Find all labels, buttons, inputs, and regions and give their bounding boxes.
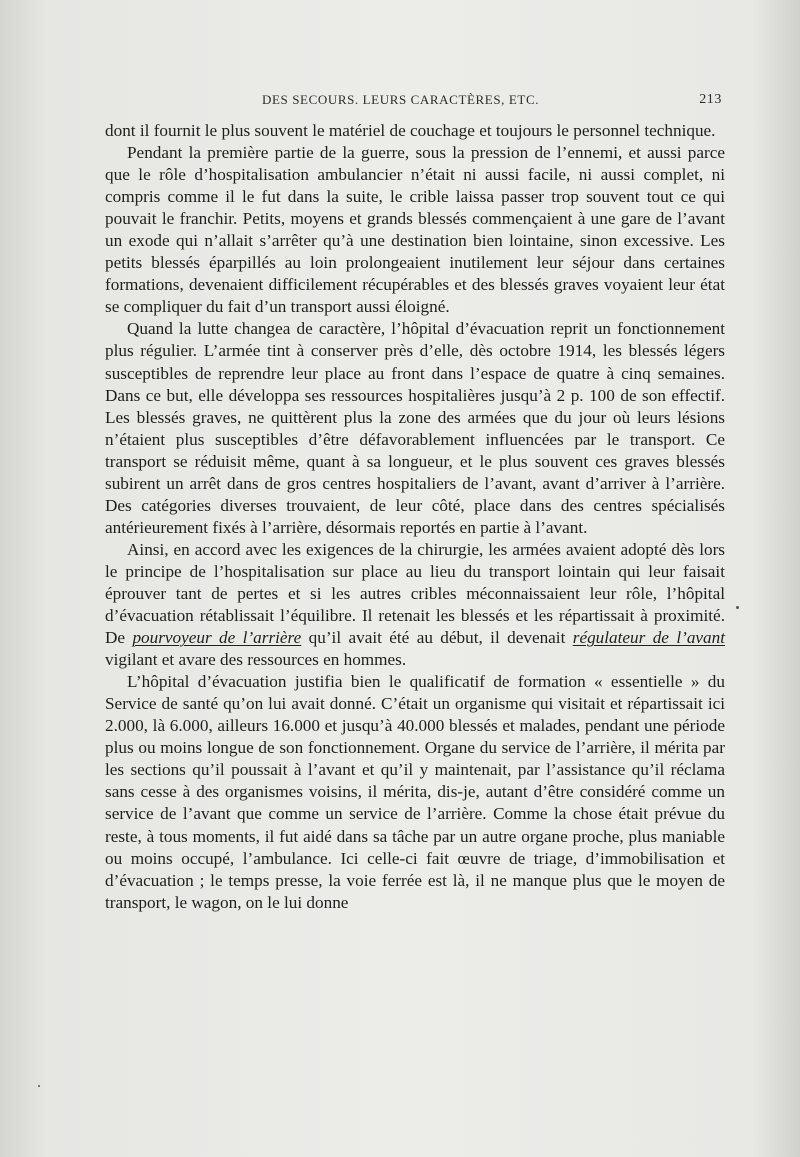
running-title: DES SECOURS. LEURS CARACTÈRES, ETC. [262, 92, 540, 107]
paragraph-3: Quand la lutte changea de caractère, l’hôpital d’évacuation reprit un fonctionnement plus régulier. L’armée tint à conserver près d’elle, dès octobre 1914, les blessés légers susceptibles de reprendre leur place au front dans l’espace de quatre à cinq semaines. Dans ce but, elle développa ses ressources hospitalières jusqu’à 2 p. 100 de son effectif. Les blessés graves, ne quittèrent plus la zone des armées que du jour où leurs lésions n’étaient plus susceptibles d’être défavorablement influencées par le transport. Ce transport se réduisit même, quant à sa longueur, et le plus souvent ces graves blessés subirent un arrêt dans de gros centres hospitaliers de l’avant, avant d’arriver à l’arrière. Des catégories diverses trouvaient, de leur côté, place dans des centres spécialisés antérieurement fixés à l’arrière, désormais reportés en partie à l’avant. [105, 319, 725, 537]
page-number: 213 [699, 92, 722, 107]
page-header [262, 92, 722, 112]
emphasis-regulateur: régulateur de l’avant [572, 628, 726, 648]
paragraph-4-text-a: Ainsi, en accord avec les exigences de la chirurgie, les armées avaient adopté dès lors le principe de l’hospitalisation sur place au lieu du transport lointain qui leur faisait éprouver tant de pertes et si les autres cribles méconnaissaient leur rôle, l’hôpital d’évacuation rétablissait l’équilibre. Il retenait les blessés et les répartissait à proximité. De [105, 539, 725, 648]
emphasis-pourvoyeur: pourvoyeur de l’arrière [132, 628, 302, 648]
paragraph-4-text-b: qu’il avait été au début, il devenait [301, 628, 573, 648]
body-text [105, 120, 725, 914]
paragraph-4-text-c: vigilant et avare des ressources en hommes. [105, 650, 407, 670]
paragraph-2: Pendant la première partie de la guerre, sous la pression de l’ennemi, et aussi parce que le rôle d’hospitalisation ambulancier n’était ni aussi facile, ni aussi complet, ni compris comme il le fut dans la suite, le crible laissa passer trop souvent tout ce qui pouvait le franchir. Petits, moyens et grands blessés commençaient à une gare de l’avant un exode qui n’allait s’arrêter qu’à une destination bien lointaine, sinon excessive. Les petits blessés éparpillés au loin prolongeaient inutilement leur séjour dans certaines formations, devenaient difficilement récupérables et des blessés graves voyaient leur état se compliquer du fait d’un transport aussi éloigné. [105, 143, 725, 317]
margin-speck [736, 606, 739, 609]
paragraph-5: L’hôpital d’évacuation justifia bien le qualificatif de formation « essentielle » du Service de santé qu’on lui avait donné. C’était un organisme qui visitait et répartissait ici 2.000, là 6.000, ailleurs 16.000 et jusqu’à 40.000 blessés et malades, pendant une période plus ou moins longue de son fonctionnement. Organe du service de l’arrière, il mérita par les sections qu’il poussait à l’avant et qu’il y maintenait, par l’assistance qu’il réclama sans cesse à des organismes voisins, il mérita, dis-je, autant d’être considéré comme un service de l’avant que comme un service de l’arrière. Comme la chose était prévue du reste, à tous moments, il fut aidé dans sa tâche par un autre organe proche, plus maniable ou moins occupé, l’ambulance. Ici celle-ci fait œuvre de triage, d’immobilisation et d’évacuation ; le temps presse, la voie ferrée est là, il ne manque plus que le moyen de transport, le wagon, on le lui donne [105, 672, 725, 912]
paragraph-4 [105, 539, 725, 671]
margin-speck [38, 1085, 40, 1087]
paragraph-1: dont il fournit le plus souvent le matériel de couchage et toujours le personnel technique. [105, 121, 716, 140]
